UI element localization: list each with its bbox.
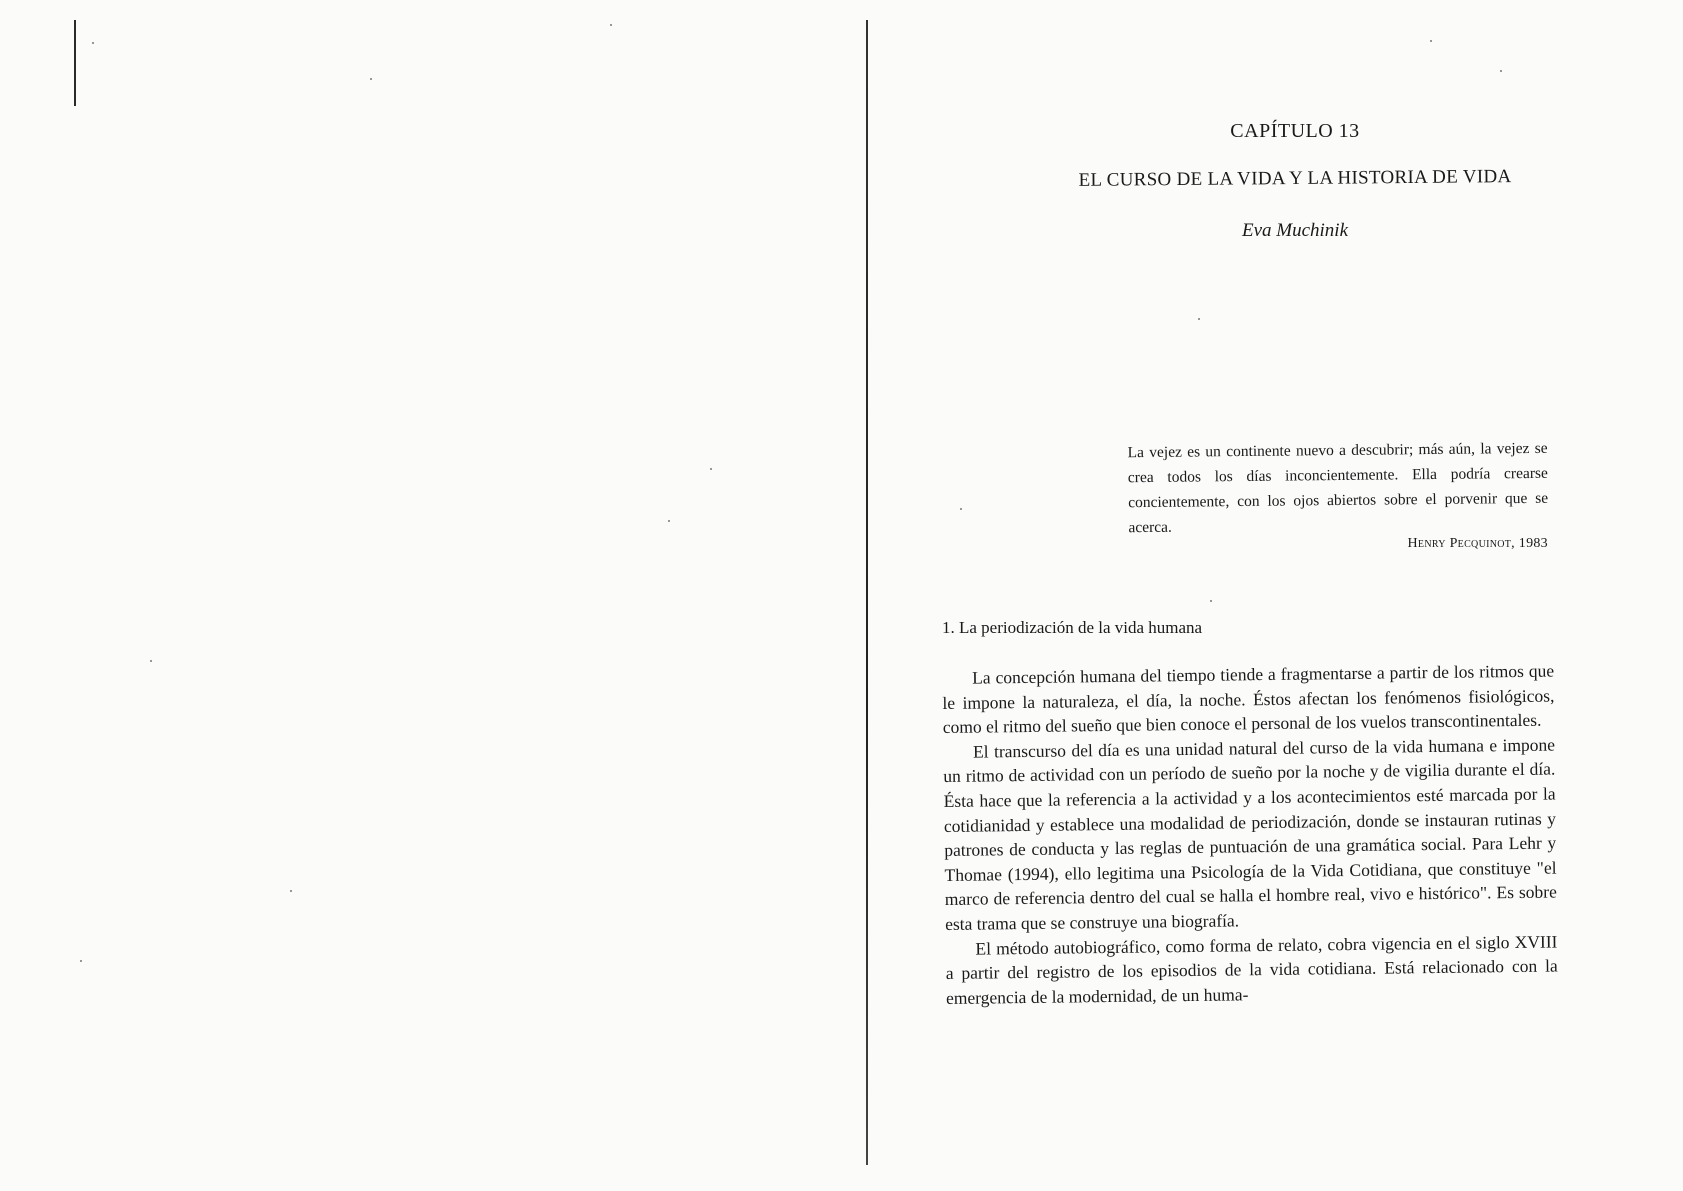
chapter-label: CAPÍTULO 13 [1230, 120, 1360, 142]
paragraph: El método autobiográfico, como forma de relato, cobra vigencia en el siglo XVIII a partir del registro de los episodios de la vida cotidiana. Está relacionado con la emergencia de la modernidad, de un huma- [945, 931, 1558, 1008]
body-text [942, 659, 1558, 1011]
scan-speck [370, 78, 372, 80]
paragraph: El transcurso del día es una unidad natural del curso de la vida humana e impone un ritmo de actividad con un período de sueño por la noche y de vigilia durante el día. Ésta hace que la referencia a la actividad y a los acontecimientos esté marcada por la cotidianidad y establece una modalidad de periodización, donde se instauran rutinas y patrones de conducta y las reglas de puntuación de una gramática social. Para Lehr y Thomae (1994), ello legitima una Psicología de la Vida Cotidiana, que constituye "el marco de referencia dentro del cual se halla el hombre real, vivo e histórico". Es sobre esta trama que se construye una biografía. [943, 734, 1557, 934]
epigraph-source: Henry Pecquinot, 1983 [1407, 536, 1548, 551]
scan-speck [960, 508, 962, 510]
scan-speck [150, 660, 152, 662]
scan-speck [80, 960, 82, 962]
right-page [870, 0, 1683, 1191]
page-edge-mark [74, 20, 76, 106]
scan-speck [92, 42, 94, 44]
chapter-title: EL CURSO DE LA VIDA Y LA HISTORIA DE VIDA [1078, 166, 1512, 191]
scan-speck [1198, 318, 1200, 320]
epigraph-quote: La vejez es un continente nuevo a descubrir; más aún, la vejez se crea todos los días inconcientemente. Ella podría crearse concientemente, con los ojos abiertos sobre el porvenir que se acerca. [1127, 439, 1549, 537]
scan-speck [290, 890, 292, 892]
section-heading: 1. La periodización de la vida humana [942, 618, 1203, 637]
scan-speck [710, 468, 712, 470]
chapter-author: Eva Muchinik [1241, 220, 1349, 241]
scan-speck [1210, 600, 1212, 602]
scan-speck [1430, 40, 1432, 42]
scan-speck [610, 24, 612, 26]
scan-speck [1500, 70, 1502, 72]
scan-speck [668, 520, 670, 522]
paragraph: La concepción humana del tiempo tiende a fragmentarse a partir de los ritmos que le impone la naturaleza, el día, la noche. Éstos afectan los fenómenos fisiológicos, como el ritmo del sueño que bien conoce el personal de los vuelos transcontinentales. [942, 660, 1555, 738]
book-spine [866, 20, 868, 1165]
